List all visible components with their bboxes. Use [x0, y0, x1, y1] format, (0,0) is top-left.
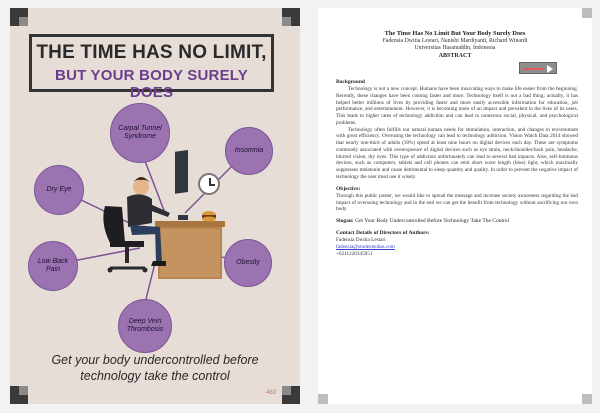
- corner-marker: [10, 386, 28, 404]
- corner-marker: [10, 8, 28, 26]
- slogan-label: Slogan:: [336, 218, 354, 225]
- abstract-heading: ABSTRACT: [438, 53, 472, 59]
- doc-university: Universitas Hasanuddin, Indonesia: [414, 45, 496, 51]
- symptom-label: Obesity: [236, 258, 260, 266]
- poster-title-box: [29, 34, 274, 101]
- play-icon: [547, 65, 553, 73]
- objective-paragraph: Through this public poster, we would like to spread the message and increase society awareness regarding the bad impact of overusing technology and in the end we can get the benefit from technology without sacrificing our own body.: [336, 192, 578, 213]
- page-number: 483: [265, 390, 276, 396]
- contact-name: Fadensia Dwitia Lestari: [336, 237, 386, 244]
- poster-page: [10, 8, 300, 404]
- symptom-carpal-tunnel: [110, 103, 170, 163]
- symptom-label: Deep Vein Thrombosis: [126, 317, 164, 333]
- symptom-low-back-pain: [28, 241, 78, 291]
- corner-marker: [282, 386, 300, 404]
- symptom-deep-vein-thrombosis: [118, 299, 172, 353]
- abstract-body: [336, 79, 578, 258]
- section-heading-background: Background: [336, 79, 365, 85]
- poster-caption: [10, 353, 300, 384]
- corner-marker: [282, 8, 300, 26]
- section-heading-contact: Contact Details of Directors of Authors:: [336, 230, 430, 237]
- video-progress-bar: [523, 68, 544, 70]
- contact-phone: +6211220345951: [336, 250, 373, 257]
- symptom-insomnia: [225, 127, 273, 175]
- doc-title: The Time Has No Limit But Your Body Surely Does: [384, 30, 526, 37]
- poster-title-line2: BUT YOUR BODY SURELY DOES: [55, 67, 248, 101]
- background-paragraph-1: Technology is not a new concept. Humans have been innovating ways to make life easier from the beginning. Recently, these changes have been coming faster and more. Technology itself is not a bad thing; actually, it has helped better millions of lives by providing faster and more easily accessible information for education, job performance, and entertainment. However, it is becoming more of an impact and prevalent in the lives of its users. This leads to higher rates of technology addiction and can lead to numerous social, physical, and psychological problems.: [336, 86, 578, 126]
- contact-email-link[interactable]: fadensia@studentsuhas.com: [336, 244, 395, 251]
- symptom-label: Dry Eye: [46, 185, 72, 193]
- poster-caption-line2: technology take the control: [80, 368, 230, 383]
- poster-title-line1: THE TIME HAS NO LIMIT,: [36, 42, 267, 63]
- symptom-label: Carpal Tunnel Syndrome: [118, 124, 162, 140]
- doc-authors: Fadensia Dwitia Lestari, Nanishi Mardiyanti, Richard Winardi: [382, 38, 528, 44]
- section-heading-objective: Objective:: [336, 185, 361, 192]
- video-thumbnail[interactable]: [519, 62, 557, 74]
- symptom-label: Insomnia: [234, 146, 264, 154]
- abstract-page: [318, 8, 592, 404]
- corner-marker: [582, 8, 592, 18]
- symptom-label: Low Back Pain: [37, 257, 69, 273]
- slogan-line: [336, 218, 578, 225]
- symptom-dry-eye: [34, 165, 84, 215]
- corner-marker: [582, 394, 592, 404]
- clock-icon: [198, 173, 220, 195]
- symptom-diagram: [10, 103, 300, 348]
- corner-marker: [318, 394, 328, 404]
- symptom-obesity: [224, 239, 272, 287]
- slogan-text: Get Your Body Undercontrolled Before Technology Take The Control: [355, 218, 510, 225]
- poster-caption-line1: Get your body undercontrolled before: [51, 353, 259, 367]
- background-paragraph-2: Technology often fulfills our natural human needs for stimulation, interaction, and changes in environment with great efficiency. Overusing the technology can lead to technology addiction. Vision Watch Data 2014 showed that nearly one-third of adults (30%) spend at least nine hours on digital devices each day. These are symptoms commonly associated with overexposure of digital devices such as eye strain, neck/shoulder/back pain, headache, blurred vision, dry eyes. This type of addiction unfortunately can lead to several bad impacts. Also, self-luminous devices, such as computers, tablets and cell phones can emit short wave length (blue) light, which maximally suppresses melatonin and cause detrimental to sleep quantity and quality. In order to prevent the negative impact of technology the user must use it wisely.: [336, 126, 578, 180]
